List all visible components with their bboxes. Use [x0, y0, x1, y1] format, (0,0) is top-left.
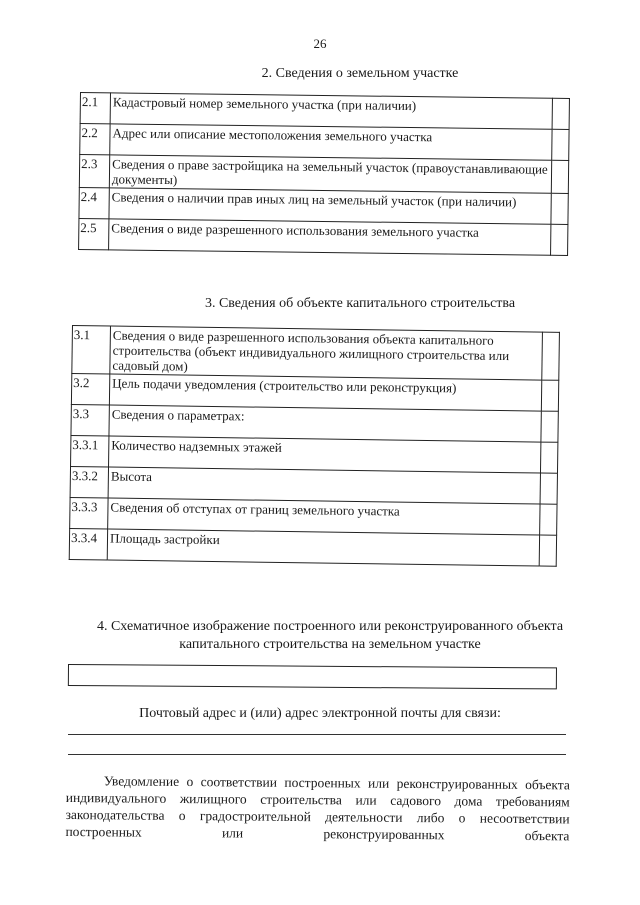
- table-row: [69, 528, 556, 566]
- row-label: Сведения о наличии прав иных лиц на земельный участок (при наличии): [109, 188, 551, 224]
- value-cell[interactable]: [551, 224, 568, 255]
- section-2-title: 2. Сведения о земельном участке: [261, 66, 459, 81]
- value-cell[interactable]: [552, 98, 569, 129]
- row-number: 3.3.3: [70, 497, 108, 529]
- table-row: [72, 326, 560, 381]
- contact-line[interactable]: [68, 734, 566, 735]
- row-label: Высота: [108, 467, 540, 504]
- table-row: [79, 218, 568, 255]
- schematic-drawing-box[interactable]: [68, 664, 557, 689]
- row-label: Сведения о виде разрешенного использования объекта капитального строительства (объект индивидуального жилищного строительства или садовый дом): [110, 326, 543, 380]
- value-cell[interactable]: [540, 442, 557, 473]
- value-cell[interactable]: [551, 160, 568, 193]
- row-number: 3.3.1: [71, 435, 109, 467]
- row-number: 3.3.2: [70, 466, 108, 498]
- value-cell[interactable]: [542, 332, 560, 380]
- value-cell[interactable]: [540, 473, 557, 504]
- section-4-title: 4. Схематичное изображение построенного или реконструированного объекта капитального строительства на земельном участке: [96, 619, 564, 652]
- row-number: 2.3: [79, 155, 109, 188]
- row-label: Сведения о праве застройщика на земельный участок (правоустанавливающие документы): [109, 155, 551, 193]
- row-label: Площадь застройки: [107, 529, 539, 566]
- page-number: 26: [313, 36, 327, 51]
- row-number: 2.2: [80, 124, 110, 155]
- value-cell[interactable]: [551, 193, 568, 224]
- row-label: Цель подачи уведомления (строительство или реконструкция): [109, 374, 541, 411]
- row-label: Сведения о виде разрешенного использования земельного участка: [109, 219, 551, 255]
- row-number: 3.3.4: [69, 528, 107, 560]
- row-number: 2.1: [80, 93, 110, 124]
- row-number: 3.1: [72, 326, 111, 375]
- row-label: Сведения об отступах от границ земельного участка: [108, 498, 540, 535]
- row-number: 3.2: [71, 374, 109, 406]
- row-label: Кадастровый номер земельного участка (при наличии): [110, 93, 552, 129]
- row-number: 3.3: [71, 404, 109, 436]
- notice-paragraph: Уведомление о соответствии построенных или реконструированных объекта индивидуального жилищного строительства или садового дома требованиям законодательства о градостроительной деятельности либо о несоответствии построенных или реконструированных объекта: [65, 773, 570, 844]
- value-cell[interactable]: [539, 535, 556, 566]
- section-3-title: 3. Сведения об объекте капитального строительства: [204, 296, 516, 311]
- contact-address-label: Почтовый адрес и (или) адрес электронной почты для связи:: [139, 706, 501, 721]
- value-cell[interactable]: [540, 504, 557, 535]
- row-number: 2.5: [79, 218, 109, 249]
- capital-construction-table: [69, 325, 560, 567]
- row-label: Количество надземных этажей: [109, 436, 541, 473]
- row-number: 2.4: [79, 187, 109, 218]
- row-label: Адрес или описание местоположения земельного участка: [110, 124, 552, 160]
- row-label: Сведения о параметрах:: [109, 405, 541, 442]
- contact-line[interactable]: [68, 754, 566, 755]
- value-cell[interactable]: [541, 411, 558, 442]
- land-plot-table: [78, 92, 570, 256]
- value-cell[interactable]: [552, 129, 569, 160]
- value-cell[interactable]: [541, 380, 558, 411]
